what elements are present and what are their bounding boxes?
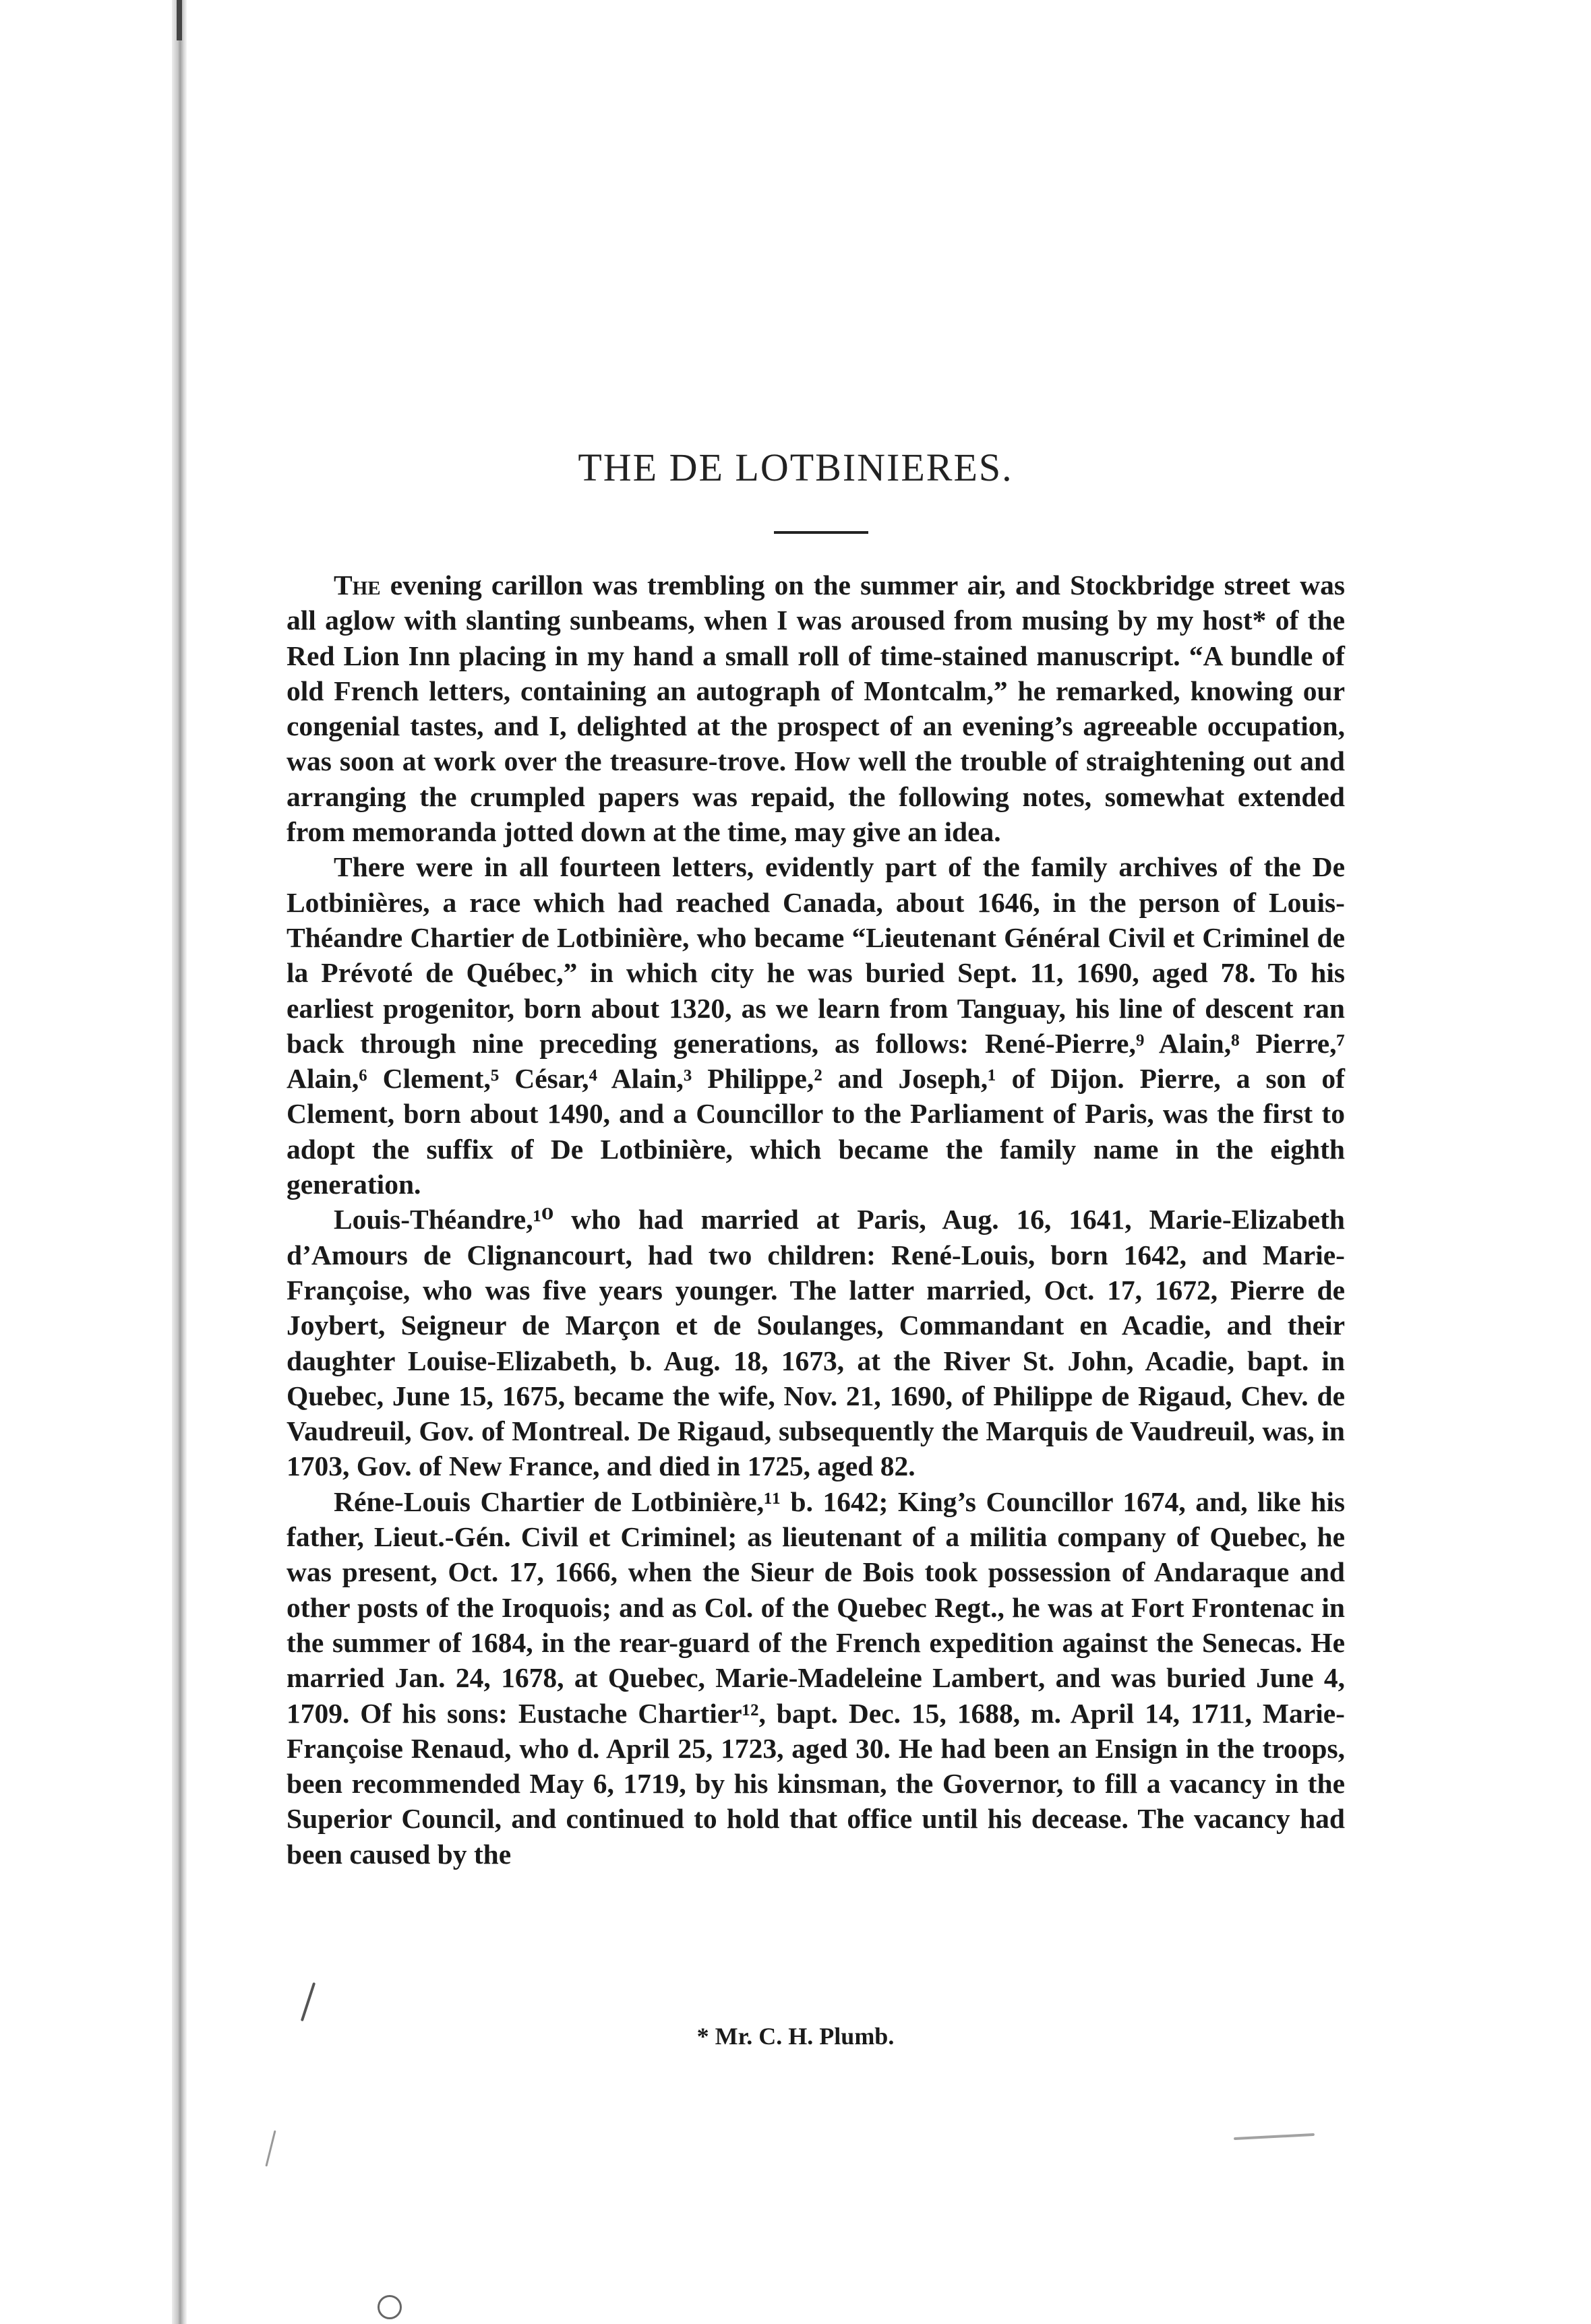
paragraph-4 xyxy=(287,1484,1345,1872)
footnote: * Mr. C. H. Plumb. xyxy=(696,2023,895,2050)
lead-word: The xyxy=(334,570,381,601)
paragraph-text: evening carillon was trembling on the summer air, and Stockbridge street was all aglow with slanting sunbeams, when I was aroused from musing by my host* of the Red Lion Inn placing in my hand a small roll of time-stained manuscript. “A bundle of old French letters, containing an autograph of Montcalm,” he remarked, knowing our congenial tastes, and I, delighted at the prospect of an evening’s agreeable occupation, was soon at work over the treasure-trove. How well the trouble of straightening out and arranging the crumpled papers was repaid, the following notes, somewhat extended from memoranda jotted down at the time, may give an idea. xyxy=(287,570,1345,848)
paragraph-2 xyxy=(287,849,1345,1202)
paragraph-text: Réne-Louis Chartier de Lotbinière,¹¹ b. 1642; King’s Councillor 1674, and, like his father, Lieut.-Gén. Civil et Criminel; as lieutenant of a militia company of Quebec, he was present, Oct. 17, 1666, when the Sieur de Bois took possession of Andaraque and other posts of the Iroquois; and as Col. of the Quebec Regt., he was at Fort Frontenac in the summer of 1684, in the rear-guard of the French expedition against the Senecas. He married Jan. 24, 1678, at Quebec, Marie-Madeleine Lambert, and was buried June 4, 1709. Of his sons: Eustache Chartier¹², bapt. Dec. 15, 1688, m. April 14, 1711, Marie-Françoise Renaud, who d. April 25, 1723, aged 30. He had been an Ensign in the troops, been recommended May 6, 1719, by his kinsman, the Governor, to fill a vacancy in the Superior Council, and continued to hold that office until his decease. The vacancy had been caused by the xyxy=(287,1486,1345,1870)
title-rule xyxy=(774,531,868,534)
page-edge-shadow xyxy=(172,0,187,2324)
ink-stroke xyxy=(265,2130,276,2166)
paragraph-1 xyxy=(287,568,1345,849)
paragraph-3 xyxy=(287,1202,1345,1484)
ink-stroke xyxy=(301,1982,316,2021)
article-body xyxy=(287,568,1345,1872)
paragraph-text: There were in all fourteen letters, evidently part of the family archives of the De Lotbinières, a race which had reached Canada, about 1646, in the person of Louis-Théandre Chartier de Lotbinière, who became “Lieutenant Général Civil et Criminel de la Prévoté de Québec,” in which city he was buried Sept. 11, 1690, aged 78. To his earliest progenitor, born about 1320, as we learn from Tanguay, his line of descent ran back through nine preceding generations, as follows: René-Pierre,⁹ Alain,⁸ Pierre,⁷ Alain,⁶ Clement,⁵ César,⁴ Alain,³ Philippe,² and Joseph,¹ of Dijon. Pierre, a son of Clement, born about 1490, and a Councillor to the Parliament of Paris, was the first to adopt the suffix of De Lotbinière, which became the family name in the eighth generation. xyxy=(287,851,1345,1200)
ink-blot xyxy=(378,2295,402,2319)
page-title: THE DE LOTBINIERES. xyxy=(578,446,1013,489)
page-edge-mark xyxy=(177,0,182,40)
paragraph-text: Louis-Théandre,¹⁰ who had married at Paris, Aug. 16, 1641, Marie-Elizabeth d’Amours de Clignancourt, had two children: René-Louis, born 1642, and Marie-Françoise, who was five years younger. The latter married, Oct. 17, 1672, Pierre de Joybert, Seigneur de Marçon et de Soulanges, Commandant en Acadie, and their daughter Louise-Elizabeth, b. Aug. 18, 1673, at the River St. John, Acadie, bapt. in Quebec, June 15, 1675, became the wife, Nov. 21, 1690, of Philippe de Rigaud, Chev. de Vaudreuil, Gov. of Montreal. De Rigaud, subsequently the Marquis de Vaudreuil, was, in 1703, Gov. of New France, and died in 1725, aged 82. xyxy=(287,1204,1345,1482)
ink-smudge xyxy=(1234,2133,1315,2140)
